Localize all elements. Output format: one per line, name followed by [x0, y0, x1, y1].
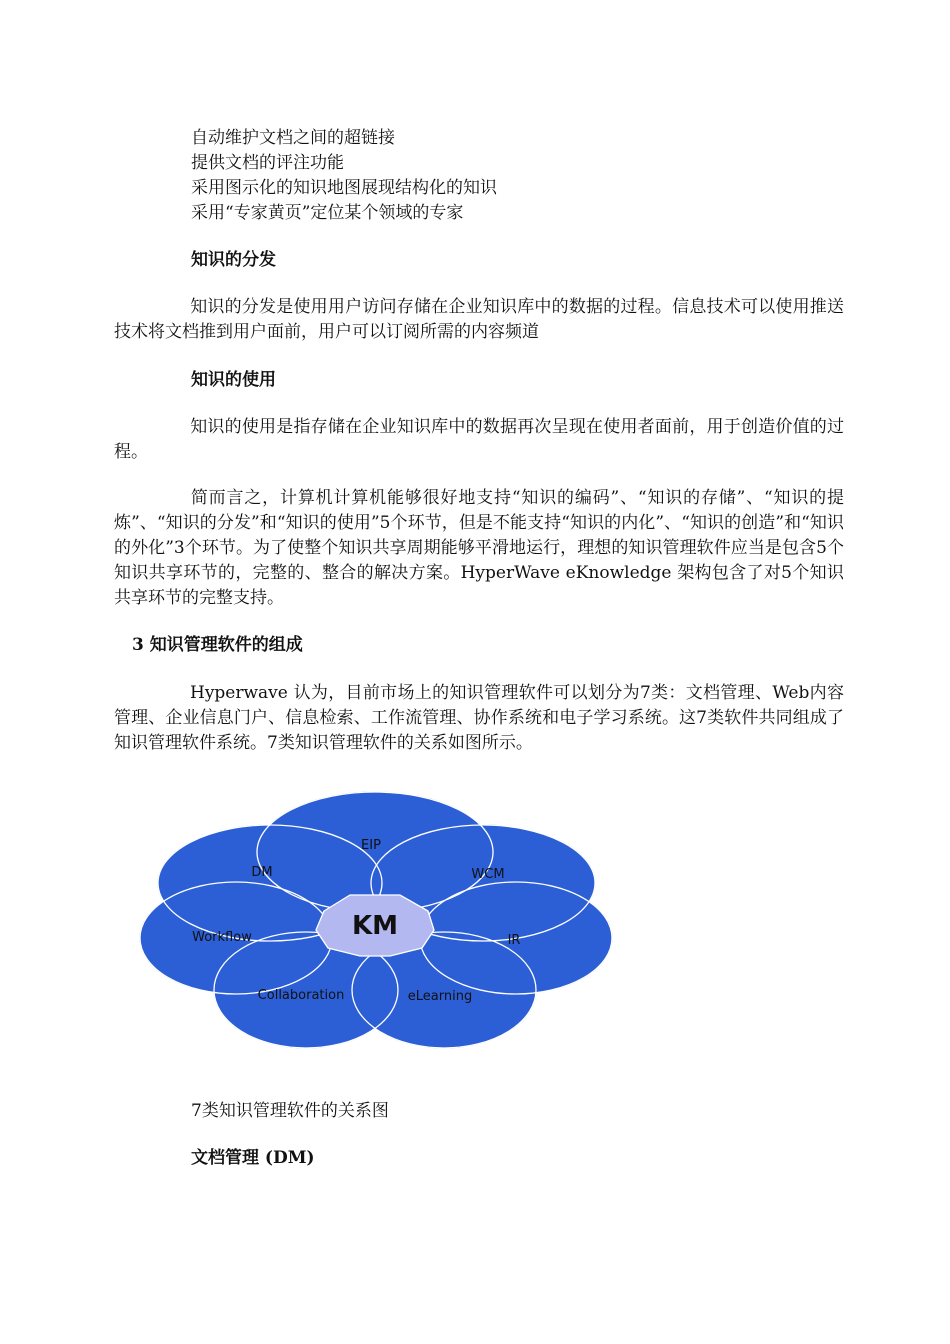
label-km-center: KM	[351, 911, 399, 941]
label-workflow: Workflow	[192, 930, 252, 945]
label-elearning: eLearning	[407, 989, 473, 1004]
label-ir: IR	[507, 933, 521, 948]
paragraph-usage	[114, 415, 844, 465]
section-heading-dm: 文档管理 (DM)	[191, 1148, 315, 1168]
figure-caption: 7类知识管理软件的关系图	[191, 1101, 389, 1121]
list-item: 自动维护文档之间的超链接	[191, 128, 395, 148]
paragraph-text: 知识的分发是使用用户访问存储在企业知识库中的数据的过程。信息技术可以使用推送技术将文档推到用户面前，用户可以订阅所需的内容频道	[114, 297, 844, 342]
paragraph-text: 知识的使用是指存储在企业知识库中的数据再次呈现在使用者面前，用于创造价值的过程。	[114, 417, 844, 462]
paragraph-section3	[114, 681, 844, 756]
list-item: 采用图示化的知识地图展现结构化的知识	[191, 178, 497, 198]
list-item: 采用“专家黄页”定位某个领域的专家	[191, 203, 464, 223]
paragraph-distribution	[114, 295, 844, 345]
label-dm: DM	[251, 865, 273, 880]
paragraph-summary	[114, 486, 844, 611]
section-heading-distribution: 知识的分发	[191, 250, 276, 270]
paragraph-text: Hyperwave 认为，目前市场上的知识管理软件可以划分为7类：文档管理、Web内容管理、企业信息门户、信息检索、工作流管理、协作系统和电子学习系统。这7类软件共同组成了知识管理软件系统。7类知识管理软件的关系如图所示。	[114, 683, 844, 753]
section-heading-3: 3 知识管理软件的组成	[132, 635, 303, 655]
label-eip: EIP	[361, 838, 381, 853]
paragraph-text: 简而言之，计算机计算机能够很好地支持“知识的编码”、“知识的存储”、“知识的提炼”、“知识的分发”和“知识的使用”5个环节，但是不能支持“知识的内化”、“知识的创造”和“知识的外化”3个环节。为了使整个知识共享周期能够平滑地运行，理想的知识管理软件应当是包含5个知识共享环节的，完整的、整合的解决方案。HyperWave eKnowledge 架构包含了对5个知识共享环节的完整支持。	[114, 488, 844, 608]
km-relationship-diagram	[138, 790, 613, 1050]
section-heading-usage: 知识的使用	[191, 370, 276, 390]
label-collaboration: Collaboration	[257, 988, 345, 1003]
list-item: 提供文档的评注功能	[191, 153, 344, 173]
label-wcm: WCM	[471, 867, 505, 882]
